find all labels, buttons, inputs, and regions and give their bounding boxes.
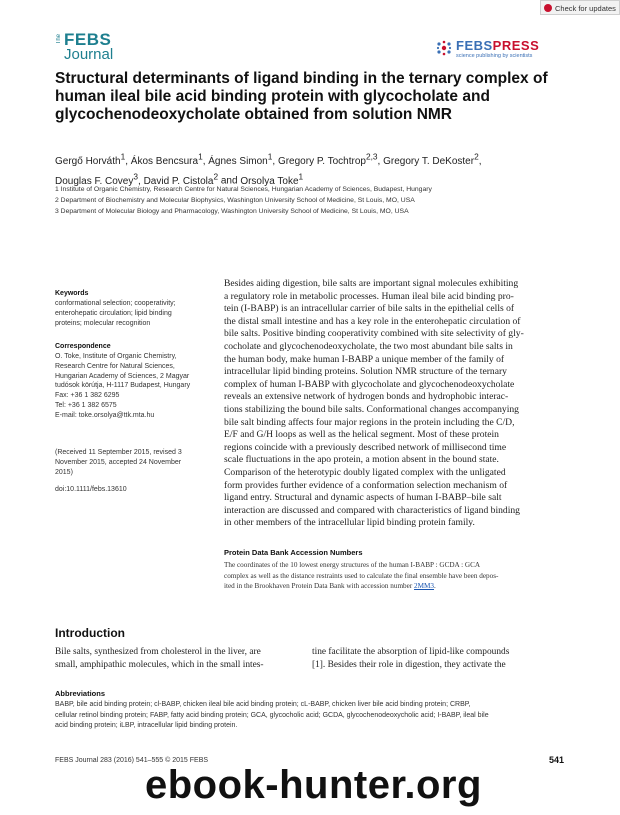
author: Ágnes Simon$^1$, bbox=[208, 152, 278, 168]
pdb-accession-link[interactable]: 2MM3 bbox=[414, 582, 435, 590]
affiliation: 3 Department of Molecular Biology and Pharmacology, Washington University School of Medicine, St Louis, MO, USA bbox=[55, 208, 409, 215]
keywords: conformational selection; cooperativity; enterohepatic circulation; lipid binding proteins; molecular recognition bbox=[55, 300, 176, 327]
check-updates-label: Check for updates bbox=[555, 4, 616, 13]
author: Douglas F. Covey$^3$, bbox=[55, 171, 144, 187]
author: Gregory P. Tochtrop$^{2,3}$, bbox=[277, 152, 384, 168]
doi[interactable]: doi:10.1111/febs.13610 bbox=[55, 486, 127, 493]
press-name: FEBSPRESS bbox=[456, 38, 540, 53]
logo-the: The bbox=[56, 34, 62, 45]
author: Gergő Horváth$^1$, bbox=[55, 152, 131, 168]
page-number: 541 bbox=[549, 755, 565, 765]
febs-press-dots-icon bbox=[436, 40, 452, 56]
febs-journal-logo bbox=[56, 32, 120, 62]
introduction-heading: Introduction bbox=[55, 626, 125, 640]
journal-citation: FEBS Journal 283 (2016) 541–555 © 2015 FEBS bbox=[55, 757, 209, 764]
introduction-column-2: tine facilitate the absorption of lipid-like compounds [1]. Besides their role in digestion, they activate the bbox=[312, 647, 510, 670]
abstract: Besides aiding digestion, bile salts are important signal molecules exhibiting a regulatory role in metabolic processes. Human ileal bile acid binding pro- tein (I-BABP) is an intracellular carrier of bile salts in the epithelial cells of the distal small intestine and has a key role in the enterohepatic circulation of bile salts. Positive binding cooperativity combined with site selectivity of gly- cocholate and glycochenodeoxycholate, the two most abundant bile salts in the human body, make human I-BABP a unique member of the family of intracellular lipid binding proteins. Solution NMR structure of the ternary complex of human I-BABP with glycocholate and glycochenodeoxycholate reveals an extensive network of hydrogen bonds and hydrophobic interac- tions stabilizing the bound bile salts. Conformational changes accompanying bile salt binding affects four major regions in the protein including the C/D, E/F and G/H loops as well as the helical segment. Most of these protein regions coincide with a previously described network of millisecond time scale fluctuations in the apo protein, a motion absent in the bound state. Comparison of the heterotypic doubly ligated complex with the unligated form provides further evidence of a conformation selection mechanism of ligand entry. Structural and dynamic aspects of human I-BABP–bile salt interaction are discussed and compared with characteristics of ligand binding in other members of the intracellular lipid binding protein family. bbox=[224, 278, 524, 529]
pdb-heading: Protein Data Bank Accession Numbers bbox=[224, 548, 363, 557]
crossmark-icon bbox=[544, 4, 552, 12]
received-dates: (Received 11 September 2015, revised 3 November 2015, accepted 24 November 2015) bbox=[55, 449, 182, 476]
affiliation: 2 Department of Biochemistry and Molecular Biophysics, Washington University School of Medicine, St Louis, MO, USA bbox=[55, 197, 415, 204]
correspondence: O. Toke, Institute of Organic Chemistry, Research Centre for Natural Sciences, Hungarian Academy of Sciences, 2 Magyar tudósok körútja, H-1117 Budapest, Hungary Fax: +36 1 382 6295 Tel: +36 1 382 6575 E-mail: toke.orsolya@ttk.mta.hu bbox=[55, 353, 191, 419]
author: Gregory T. DeKoster$^2$, bbox=[383, 152, 482, 168]
article-title: Structural determinants of ligand binding in the ternary complex of human ileal bile acid binding protein with glycocholate and glycochenodeoxycholate obtained from solution NMR bbox=[55, 70, 548, 123]
press-tagline: science publishing by scientists bbox=[456, 53, 533, 59]
watermark: ebook-hunter.org bbox=[145, 763, 482, 807]
author: Orsolya Toke$^1$ bbox=[240, 171, 304, 187]
correspondence-heading: Correspondence bbox=[55, 343, 111, 350]
author-list bbox=[55, 150, 575, 189]
authors-and: and bbox=[220, 175, 238, 187]
abbreviations-heading: Abbreviations bbox=[55, 689, 106, 698]
logo-febs: FEBS bbox=[64, 30, 112, 49]
author: David P. Cistola$^2$ bbox=[143, 171, 219, 187]
check-for-updates-button[interactable] bbox=[540, 0, 620, 15]
pdb-text: The coordinates of the 10 lowest energy structures of the human I-BABP : GCDA : GCA complex as well as the distance restraints used to calculate the final ensemble have been depos- ited in the Brookhaven Protein Data Bank with accession number 2MM3. bbox=[224, 561, 499, 590]
affiliation: 1 Institute of Organic Chemistry, Research Centre for Natural Sciences, Hungarian Academy of Sciences, Budapest, Hungary bbox=[55, 186, 432, 193]
keywords-heading: Keywords bbox=[55, 290, 89, 297]
abbreviations: BABP, bile acid binding protein; cl-BABP, chicken ileal bile acid binding protein; cL-BABP, chicken liver bile acid binding protein; CRBP, cellular retinol binding protein; FABP, fatty acid binding protein; GCA, glycocholic acid; GCDA, glycochenodeoxycholic acid; I-BABP, ileal bile acid binding protein; iLBP, intracellular lipid binding protein. bbox=[55, 701, 489, 729]
febs-press-logo bbox=[436, 38, 556, 64]
logo-journal: Journal bbox=[64, 46, 114, 63]
author: Ákos Bencsura$^1$, bbox=[130, 152, 209, 168]
introduction-column-1: Bile salts, synthesized from cholesterol in the liver, are small, amphipathic molecules, which in the small intes- bbox=[55, 647, 264, 670]
